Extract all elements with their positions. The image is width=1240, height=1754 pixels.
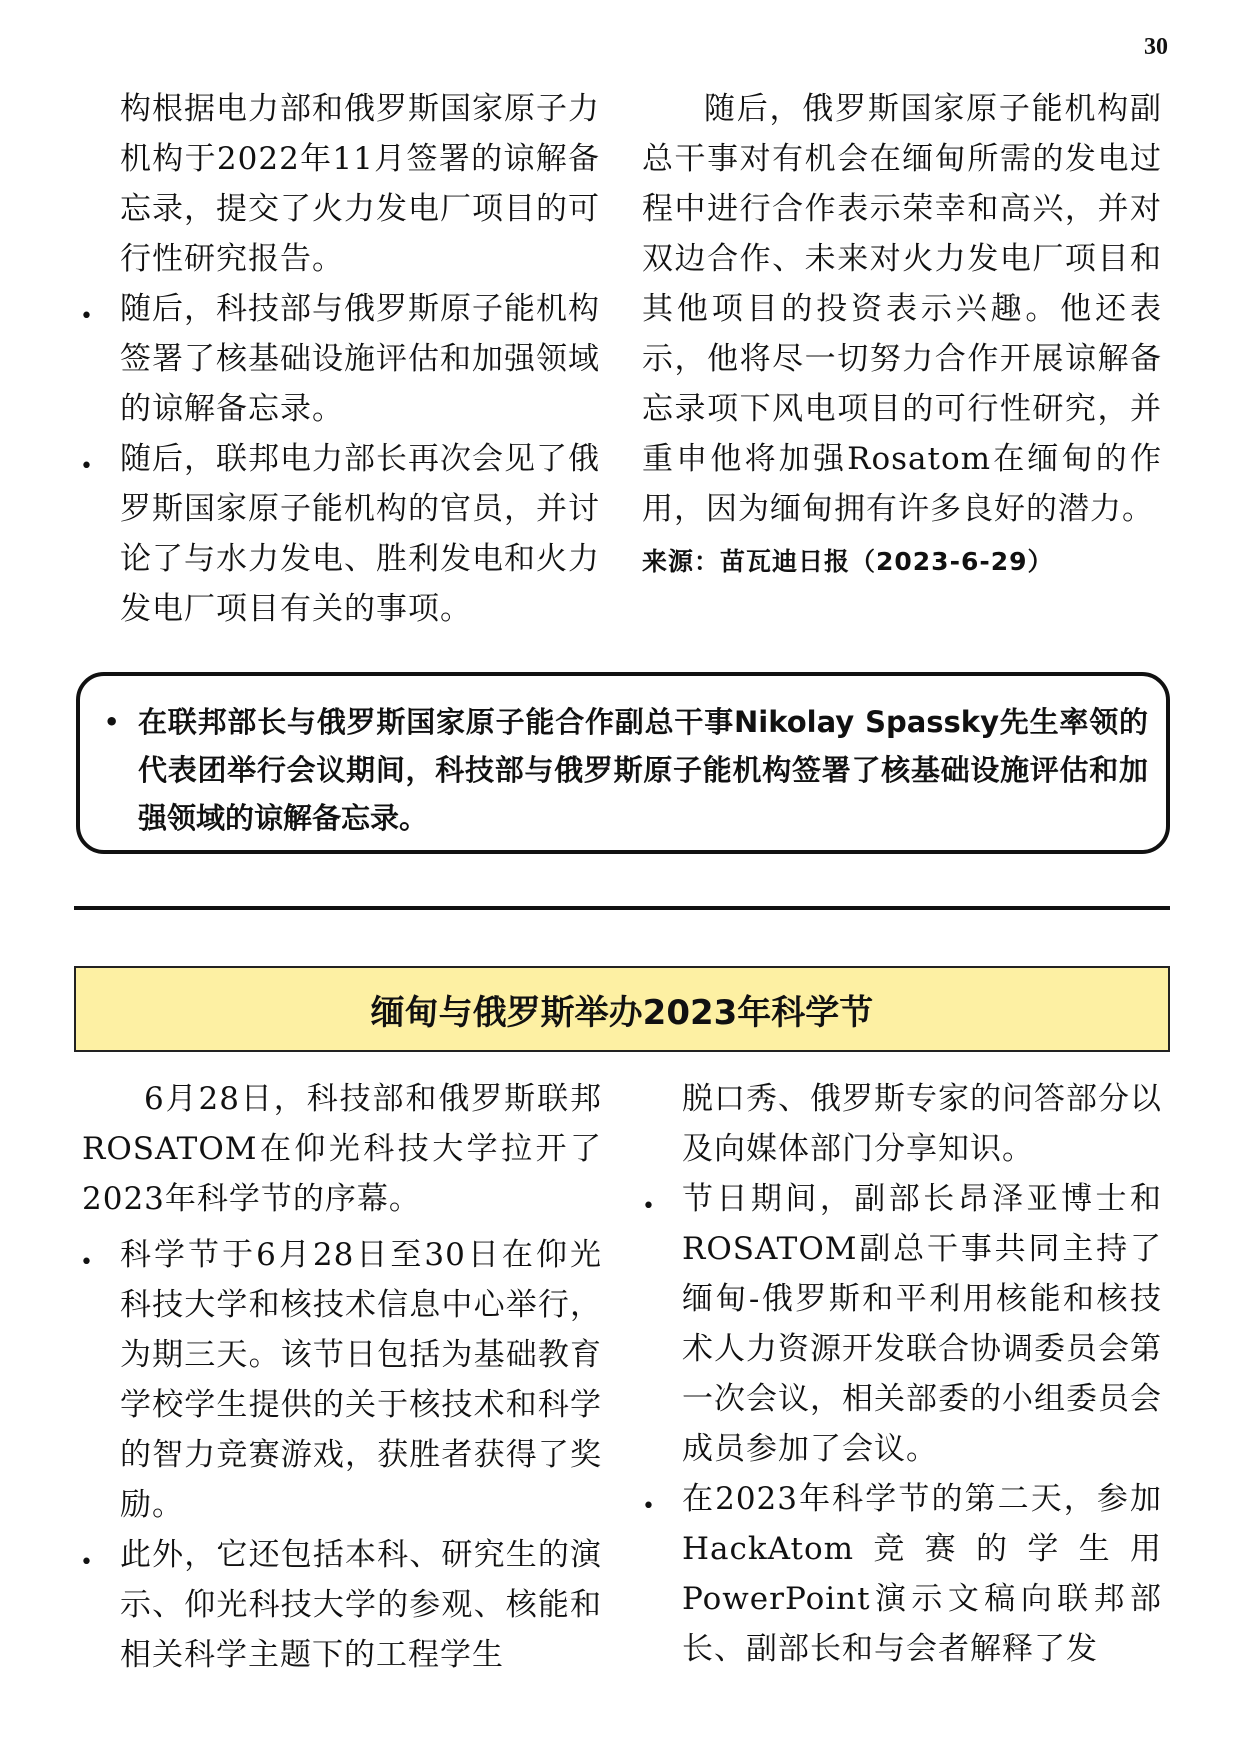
top-left-list — [120, 84, 600, 634]
section-left-list — [120, 1230, 602, 1680]
list-item: • 随后，联邦电力部长再次会见了俄罗斯国家原子能机构的官员，并讨论了与水力发电、胜利发电和火力发电厂项目有关的事项。 — [80, 434, 600, 634]
top-left-column — [120, 84, 600, 634]
intro-paragraph: 6月28日，科技部和俄罗斯联邦ROSATOM在仰光科技大学拉开了2023年科学节的序幕。 — [82, 1081, 602, 1217]
source-line: 来源：苗瓦迪日报（2023-6-29） — [642, 547, 1054, 576]
list-item: • 节日期间，副部长昂泽亚博士和ROSATOM副总干事共同主持了缅甸-俄罗斯和平利用核能和核技术人力资源开发联合协调委员会第一次会议，相关部委的小组委员会成员参加了会议。 — [642, 1174, 1162, 1474]
section-right-column — [642, 1074, 1162, 1674]
article-paragraph: 随后，俄罗斯国家原子能机构副总干事对有机会在缅甸所需的发电过程中进行合作表示荣幸和高兴，并对双边合作、未来对火力发电厂项目和其他项目的投资表示兴趣。他还表示，他将尽一切努力合作开展谅解备忘录项下风电项目的可行性研究，并重申他将加强Rosatom在缅甸的作用，因为缅甸拥有许多良好的潜力。 — [642, 91, 1162, 527]
callout-text: • 在联邦部长与俄罗斯国家原子能合作副总干事Nikolay Spassky先生率领的代表团举行会议期间，科技部与俄罗斯原子能机构签署了核基础设施评估和加强领域的谅解备忘录。 — [138, 698, 1148, 842]
continued-text: 构根据电力部和俄罗斯国家原子力机构于2022年11月签署的谅解备忘录，提交了火力发电厂项目的可行性研究报告。 — [120, 91, 600, 277]
page-number: 30 — [1144, 34, 1168, 60]
section-title: 缅甸与俄罗斯举办2023年科学节 — [370, 992, 874, 1033]
list-item: • 科学节于6月28日至30日在仰光科技大学和核技术信息中心举行，为期三天。该节日包括为基础教育学校学生提供的关于核技术和科学的智力竞赛游戏，获胜者获得了奖励。 — [80, 1230, 602, 1530]
section-title-box — [74, 966, 1170, 1052]
top-right-column — [642, 84, 1162, 582]
callout-box — [76, 672, 1170, 854]
list-item-continued — [120, 84, 600, 284]
continued-text: 脱口秀、俄罗斯专家的问答部分以及向媒体部门分享知识。 — [682, 1081, 1162, 1167]
list-item: • 此外，它还包括本科、研究生的演示、仰光科技大学的参观、核能和相关科学主题下的工程学生 — [80, 1530, 602, 1680]
section-left-column — [82, 1074, 602, 1680]
list-item: • 随后，科技部与俄罗斯原子能机构签署了核基础设施评估和加强领域的谅解备忘录。 — [80, 284, 600, 434]
section-divider — [74, 906, 1170, 910]
list-item: • 在2023年科学节的第二天，参加HackAtom竞赛的学生用PowerPoint演示文稿向联邦部长、副部长和与会者解释了发 — [642, 1474, 1162, 1674]
section-right-list — [642, 1174, 1162, 1674]
